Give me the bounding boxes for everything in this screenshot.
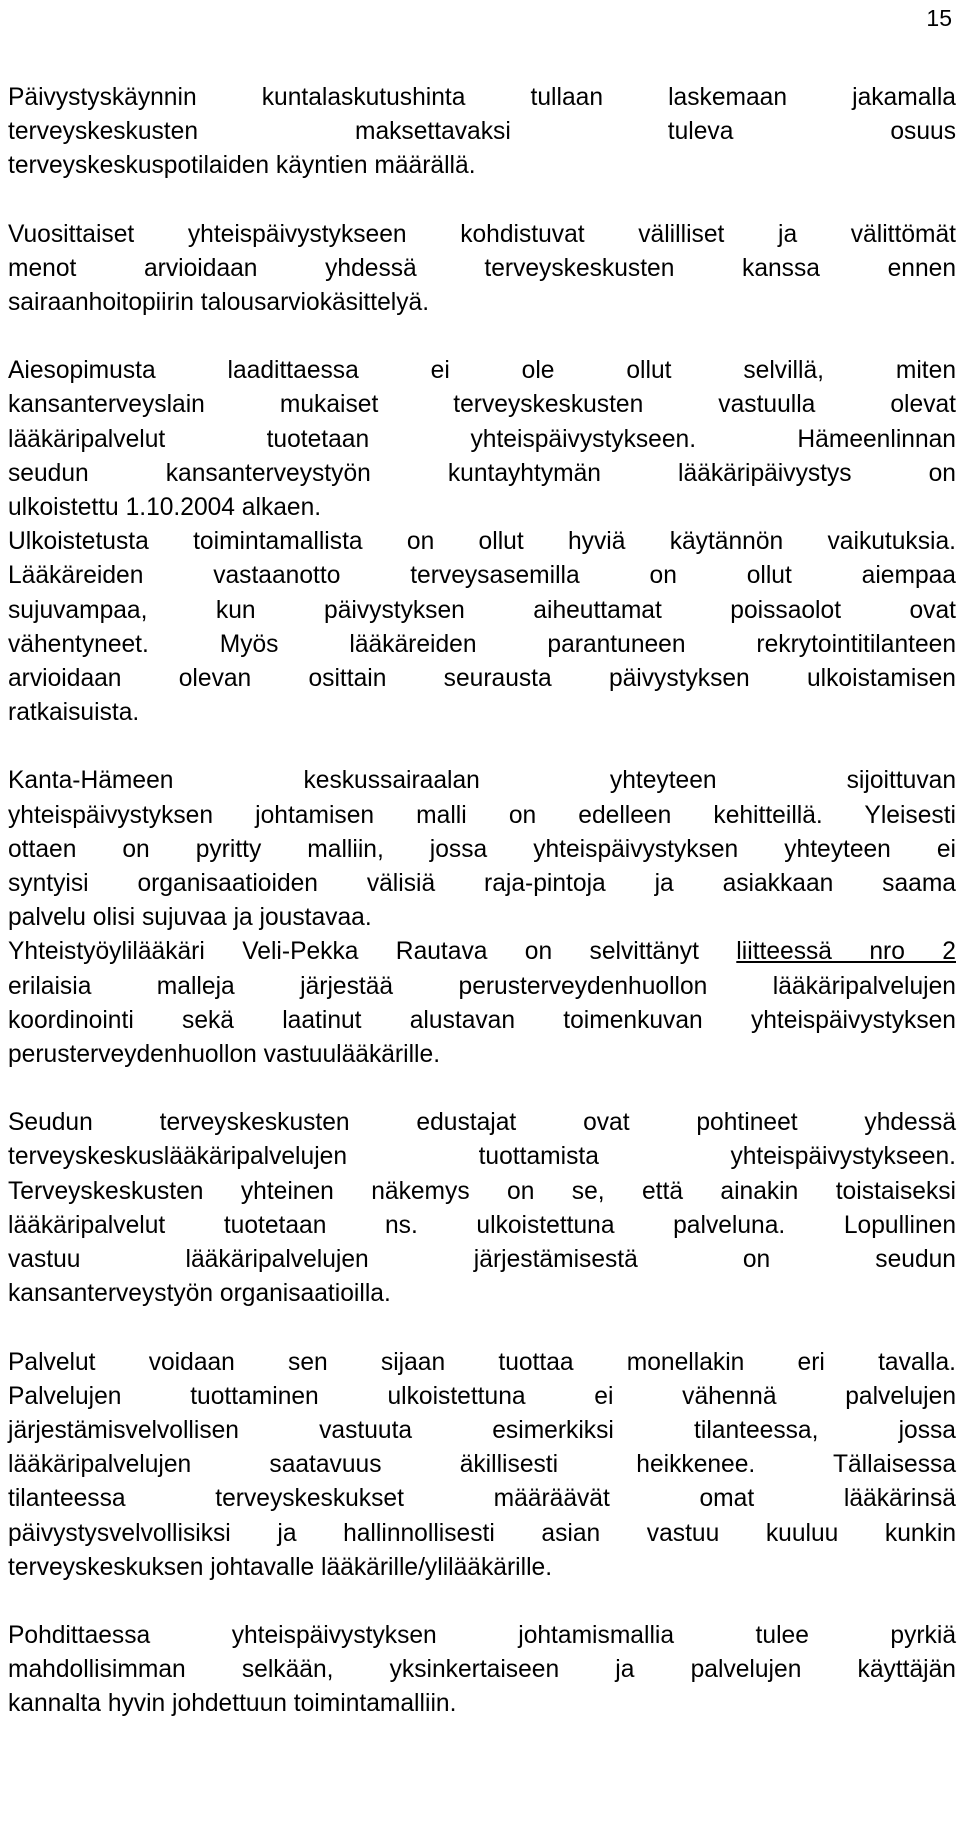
document-body (8, 81, 956, 1722)
text-line: menot arvioidaan yhdessä terveyskeskusten kanssa ennen (8, 254, 956, 282)
text-line: kansanterveystyön organisaatioilla. (8, 1280, 391, 1308)
text-line: koordinointi sekä laatinut alustavan toimenkuvan yhteispäivystyksen (8, 1006, 956, 1034)
paragraph-outsourcing (8, 354, 956, 730)
text-line: Kanta-Hämeen keskussairaalan yhteyteen sijoittuvan (8, 767, 956, 795)
text-line: terveyskeskuspotilaiden käyntien määrällä. (8, 152, 476, 180)
text-line: lääkäripalvelut tuotetaan ns. ulkoistettuna palveluna. Lopullinen (8, 1211, 956, 1239)
text-line: järjestämisvelvollisen vastuuta esimerkiksi tilanteessa, jossa (8, 1416, 956, 1444)
text-line: ratkaisuista. (8, 699, 140, 727)
text-line: seudun kansanterveystyön kuntayhtymän lääkäripäivystys on (8, 459, 956, 487)
text-line: kansanterveyslain mukaiset terveyskeskusten vastuulla olevat (8, 391, 956, 419)
text-line: Palvelut voidaan sen sijaan tuottaa monellakin eri tavalla. (8, 1348, 956, 1376)
paragraph-service-production (8, 1346, 956, 1585)
text-line: Terveyskeskusten yhteinen näkemys on se, että ainakin toistaiseksi (8, 1177, 956, 1205)
text-line: terveyskeskuksen johtavalle lääkärille/ylilääkärille. (8, 1553, 553, 1581)
text-line: kannalta hyvin johdettuun toimintamalliin. (8, 1690, 457, 1718)
text-line: Vuosittaiset yhteispäivystykseen kohdistuvat välilliset ja välittömät (8, 220, 956, 248)
text-before-link: Yhteistyöylilääkäri Veli-Pekka Rautava on selvittänyt (8, 938, 737, 966)
text-line-with-link (8, 935, 956, 969)
text-line: ulkoistettu 1.10.2004 alkaen. (8, 494, 322, 522)
text-line: mahdollisimman selkään, yksinkertaiseen ja palvelujen käyttäjän (8, 1656, 956, 1684)
text-line: palvelu olisi sujuvaa ja joustavaa. (8, 904, 372, 932)
paragraph-conclusion (8, 1619, 956, 1722)
appendix-link[interactable]: liitteessä nro 2 (736, 938, 956, 966)
text-line: vähentyneet. Myös lääkäreiden parantuneen rekrytointitilanteen (8, 630, 956, 658)
text-line: Palvelujen tuottaminen ulkoistettuna ei vähennä palvelujen (8, 1382, 956, 1410)
page-number: 15 (926, 5, 952, 31)
paragraph-annual-costs (8, 218, 956, 321)
text-line: Lääkäreiden vastaanotto terveysasemilla on ollut aiempaa (8, 562, 956, 590)
text-line: Seudun terveyskeskusten edustajat ovat pohtineet yhdessä (8, 1109, 956, 1137)
text-line: sujuvampaa, kun päivystyksen aiheuttamat poissaolot ovat (8, 596, 956, 624)
paragraph-billing (8, 81, 956, 184)
text-line: ottaen on pyritty malliin, jossa yhteispäivystyksen yhteyteen ei (8, 835, 956, 863)
paragraph-management-model (8, 764, 956, 1072)
text-line: päivystysvelvollisiksi ja hallinnollisesti asian vastuu kuuluu kunkin (8, 1519, 956, 1547)
text-line: vastuu lääkäripalvelujen järjestämisestä on seudun (8, 1246, 956, 1274)
text-line: lääkäripalvelut tuotetaan yhteispäivystykseen. Hämeenlinnan (8, 425, 956, 453)
text-line: terveyskeskusten maksettavaksi tuleva osuus (8, 118, 956, 146)
text-line: sairaanhoitopiirin talousarviokäsittelyä. (8, 289, 430, 317)
paragraph-health-centres-view (8, 1106, 956, 1311)
text-line: erilaisia malleja järjestää perusterveydenhuollon lääkäripalvelujen (8, 972, 956, 1000)
text-line: Päivystyskäynnin kuntalaskutushinta tullaan laskemaan jakamalla (8, 84, 956, 111)
text-line: syntyisi organisaatioiden välisiä raja-pintoja ja asiakkaan saama (8, 870, 956, 898)
text-line: yhteispäivystyksen johtamisen malli on edelleen kehitteillä. Yleisesti (8, 801, 956, 829)
text-line: terveyskeskuslääkäripalvelujen tuottamista yhteispäivystykseen. (8, 1143, 956, 1171)
text-line: Pohdittaessa yhteispäivystyksen johtamismallia tulee pyrkiä (8, 1621, 956, 1649)
text-line: lääkäripalvelujen saatavuus äkillisesti heikkenee. Tällaisessa (8, 1451, 956, 1479)
text-line: Ulkoistetusta toimintamallista on ollut hyviä käytännön vaikutuksia. (8, 528, 956, 556)
text-line: Aiesopimusta laadittaessa ei ole ollut selvillä, miten (8, 357, 956, 385)
text-line: tilanteessa terveyskeskukset määräävät omat lääkärinsä (8, 1485, 956, 1513)
text-line: arvioidaan olevan osittain seurausta päivystyksen ulkoistamisen (8, 665, 956, 693)
text-line: perusterveydenhuollon vastuulääkärille. (8, 1041, 441, 1069)
